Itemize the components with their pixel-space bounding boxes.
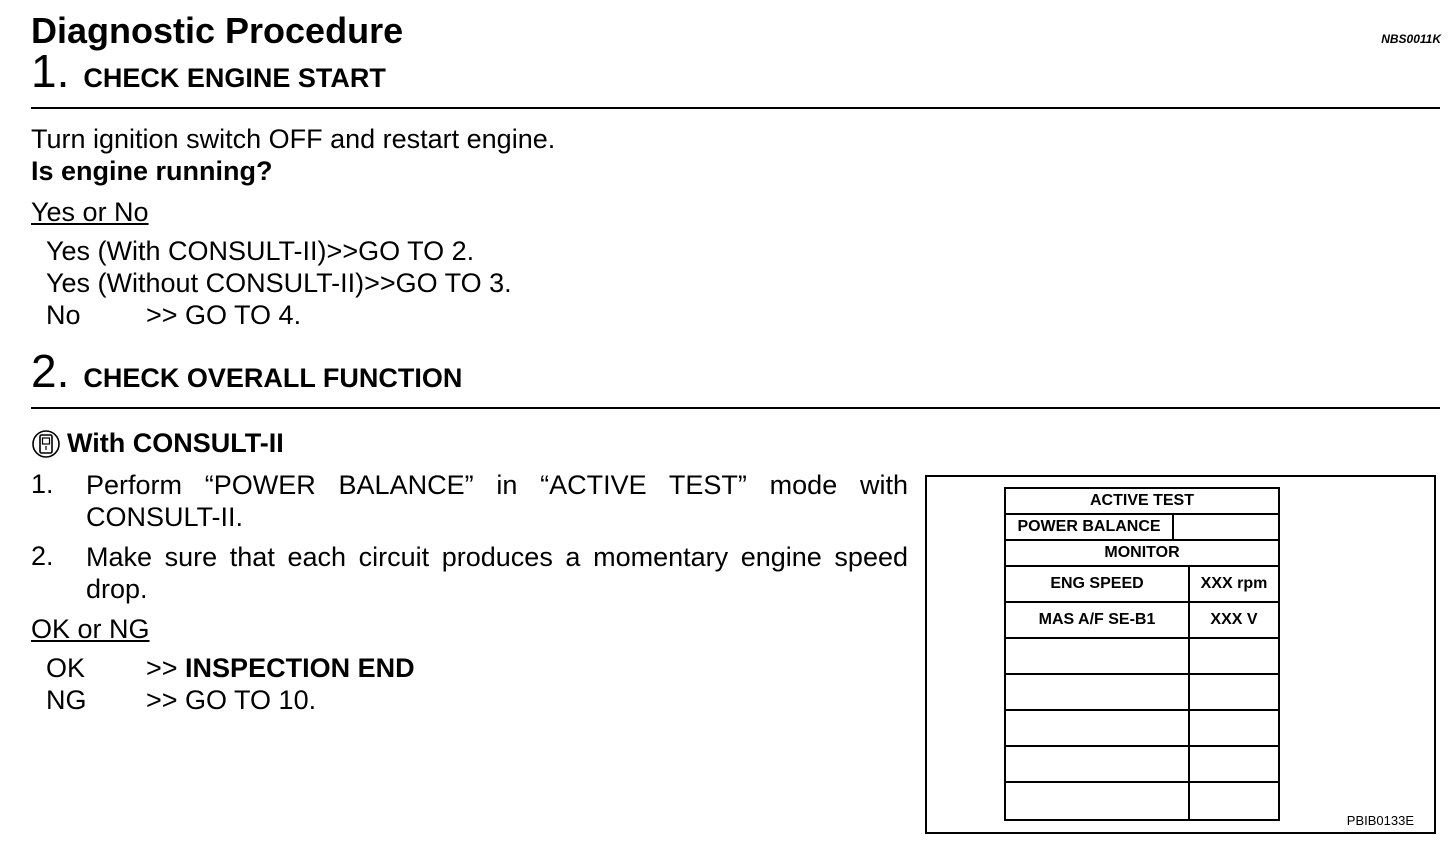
step-1-answer-no bbox=[46, 300, 301, 331]
list-item-text: Perform “POWER BALANCE” in “ACTIVE TEST” mode with CONSULT-II. bbox=[86, 470, 908, 532]
answer-key: No bbox=[46, 300, 81, 330]
step-1-number: 1. bbox=[31, 45, 70, 97]
list-item bbox=[31, 541, 908, 605]
step-1-instruction: Turn ignition switch OFF and restart engine. bbox=[31, 124, 556, 154]
screen-empty-row bbox=[1006, 675, 1278, 711]
monitor-label: MONITOR bbox=[1104, 544, 1180, 561]
consult-screen-figure bbox=[925, 475, 1436, 834]
step-2-number: 2. bbox=[31, 345, 70, 397]
step-2-answer-heading: OK or NG bbox=[31, 614, 150, 644]
screen-title-text: ACTIVE TEST bbox=[1089, 492, 1194, 509]
screen-empty-row bbox=[1006, 783, 1278, 819]
answer-prefix: >> bbox=[146, 653, 186, 683]
answer-key: NG bbox=[46, 685, 87, 715]
step-2-divider bbox=[31, 407, 1440, 409]
data-value: XXX V bbox=[1188, 603, 1278, 637]
document-id: NBS0011K bbox=[1381, 32, 1441, 46]
screen-empty-row bbox=[1006, 747, 1278, 783]
screen-test-row bbox=[1006, 515, 1278, 541]
consult-screen bbox=[1004, 487, 1280, 821]
step-1-question: Is engine running? bbox=[31, 156, 273, 186]
data-label: ENG SPEED bbox=[1050, 575, 1144, 592]
step-2-title: CHECK OVERALL FUNCTION bbox=[83, 363, 463, 393]
step-2-header bbox=[31, 344, 462, 398]
step-1-answer-yes-consult: Yes (With CONSULT-II)>>GO TO 2. bbox=[46, 236, 475, 266]
step-1-title: CHECK ENGINE START bbox=[83, 63, 386, 93]
step-1-answer-heading: Yes or No bbox=[31, 197, 149, 227]
screen-title bbox=[1006, 489, 1278, 515]
test-name: POWER BALANCE bbox=[1006, 515, 1174, 539]
screen-empty-row bbox=[1006, 639, 1278, 675]
data-label: MAS A/F SE-B1 bbox=[1038, 611, 1156, 628]
data-value: XXX rpm bbox=[1188, 567, 1278, 601]
step-1-divider bbox=[31, 107, 1440, 109]
answer-action: INSPECTION END bbox=[185, 653, 415, 683]
step-1-answer-yes-no-consult: Yes (Without CONSULT-II)>>GO TO 3. bbox=[46, 268, 512, 298]
answer-action: >> GO TO 10. bbox=[146, 685, 317, 715]
list-item-number: 1. bbox=[31, 469, 54, 499]
page-title: Diagnostic Procedure bbox=[31, 10, 404, 51]
figure-id: PBIB0133E bbox=[1346, 813, 1414, 828]
list-item bbox=[31, 469, 908, 533]
list-item-number: 2. bbox=[31, 541, 54, 571]
answer-action: >> GO TO 4. bbox=[146, 300, 302, 330]
screen-empty-row bbox=[1006, 711, 1278, 747]
screen-data-row bbox=[1006, 567, 1278, 603]
list-item-text: Make sure that each circuit produces a momentary engine speed drop. bbox=[86, 542, 908, 604]
step-1-header bbox=[31, 44, 386, 98]
with-consult-heading bbox=[31, 428, 284, 459]
with-consult-label: With CONSULT-II bbox=[67, 428, 284, 458]
step-2-answer-ng bbox=[46, 685, 316, 716]
answer-key: OK bbox=[46, 653, 86, 683]
consult-tool-icon bbox=[31, 429, 61, 459]
step-2-answer-ok bbox=[46, 653, 415, 684]
screen-monitor-row bbox=[1006, 541, 1278, 567]
screen-data-row bbox=[1006, 603, 1278, 639]
